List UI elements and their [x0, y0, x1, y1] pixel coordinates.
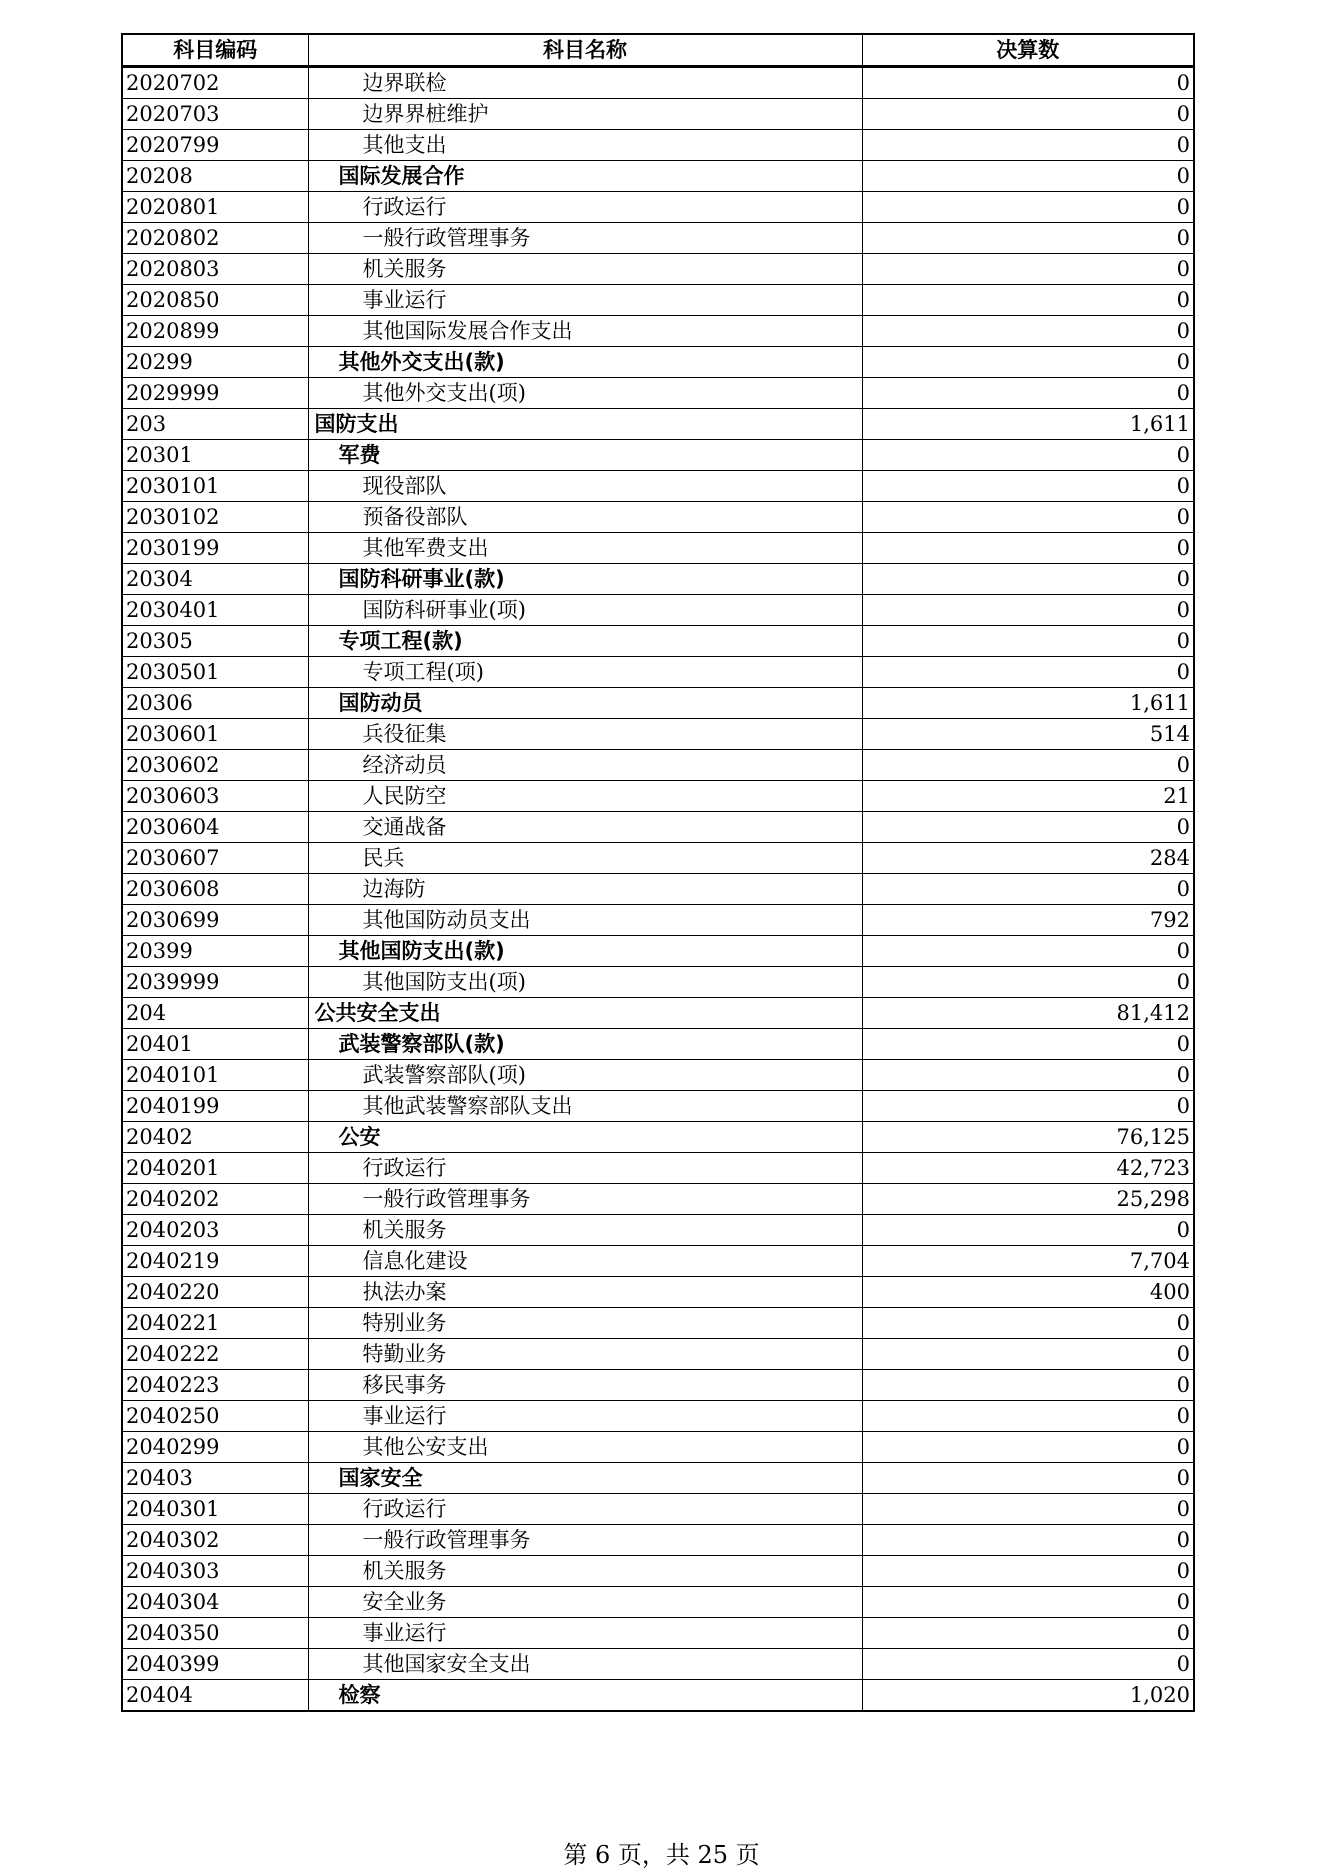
table-row	[122, 1215, 1194, 1246]
row-code: 20301	[122, 440, 308, 471]
row-code: 2020899	[122, 316, 308, 347]
row-code: 20299	[122, 347, 308, 378]
row-code: 2030602	[122, 750, 308, 781]
row-code: 204	[122, 998, 308, 1029]
row-code: 2030699	[122, 905, 308, 936]
row-name: 边界界桩维护	[308, 99, 862, 130]
row-amount: 0	[862, 1308, 1194, 1339]
table-row	[122, 1184, 1194, 1215]
row-amount: 0	[862, 223, 1194, 254]
row-name: 武装警察部队(款)	[308, 1029, 862, 1060]
row-name: 现役部队	[308, 471, 862, 502]
row-name: 检察	[308, 1680, 862, 1712]
table-row	[122, 409, 1194, 440]
row-amount: 0	[862, 750, 1194, 781]
row-code: 2020799	[122, 130, 308, 161]
row-name: 国防支出	[308, 409, 862, 440]
row-code: 2020702	[122, 67, 308, 99]
row-name: 机关服务	[308, 254, 862, 285]
row-code: 2029999	[122, 378, 308, 409]
table-row	[122, 347, 1194, 378]
table-row	[122, 843, 1194, 874]
row-amount: 0	[862, 533, 1194, 564]
table-row	[122, 874, 1194, 905]
row-amount: 0	[862, 1525, 1194, 1556]
row-name: 其他公安支出	[308, 1432, 862, 1463]
row-amount: 0	[862, 1587, 1194, 1618]
row-code: 2040302	[122, 1525, 308, 1556]
row-amount: 0	[862, 1494, 1194, 1525]
table-row	[122, 812, 1194, 843]
row-name: 事业运行	[308, 285, 862, 316]
row-code: 20399	[122, 936, 308, 967]
row-code: 2040350	[122, 1618, 308, 1649]
row-name: 安全业务	[308, 1587, 862, 1618]
row-amount: 0	[862, 626, 1194, 657]
row-name: 其他国防动员支出	[308, 905, 862, 936]
table-row	[122, 595, 1194, 626]
row-amount: 0	[862, 1370, 1194, 1401]
row-amount: 0	[862, 161, 1194, 192]
row-code: 2040101	[122, 1060, 308, 1091]
table-row	[122, 998, 1194, 1029]
row-amount: 0	[862, 502, 1194, 533]
page-footer: 第 6 页，共 25 页	[563, 1841, 760, 1869]
row-amount: 0	[862, 1432, 1194, 1463]
table-row	[122, 1587, 1194, 1618]
row-code: 2030601	[122, 719, 308, 750]
row-name: 边海防	[308, 874, 862, 905]
header-amount: 决算数	[862, 34, 1194, 67]
table-row	[122, 316, 1194, 347]
row-name: 国防科研事业(项)	[308, 595, 862, 626]
row-name: 其他国防支出(款)	[308, 936, 862, 967]
row-code: 2030608	[122, 874, 308, 905]
table-row	[122, 1525, 1194, 1556]
row-name: 专项工程(款)	[308, 626, 862, 657]
row-name: 其他武装警察部队支出	[308, 1091, 862, 1122]
header-name: 科目名称	[308, 34, 862, 67]
row-amount: 0	[862, 378, 1194, 409]
row-code: 20404	[122, 1680, 308, 1712]
row-name: 机关服务	[308, 1215, 862, 1246]
row-amount: 0	[862, 67, 1194, 99]
table-row	[122, 564, 1194, 595]
row-name: 经济动员	[308, 750, 862, 781]
row-name: 信息化建设	[308, 1246, 862, 1277]
table-row	[122, 502, 1194, 533]
table-row	[122, 1680, 1194, 1712]
row-code: 20208	[122, 161, 308, 192]
row-name: 其他军费支出	[308, 533, 862, 564]
row-name: 边界联检	[308, 67, 862, 99]
row-name: 国家安全	[308, 1463, 862, 1494]
row-code: 2040304	[122, 1587, 308, 1618]
row-code: 2030102	[122, 502, 308, 533]
row-name: 一般行政管理事务	[308, 223, 862, 254]
row-name: 民兵	[308, 843, 862, 874]
row-code: 20402	[122, 1122, 308, 1153]
row-code: 2020802	[122, 223, 308, 254]
table-row	[122, 688, 1194, 719]
row-code: 2030604	[122, 812, 308, 843]
row-code: 20304	[122, 564, 308, 595]
row-code: 2020801	[122, 192, 308, 223]
table-row	[122, 1277, 1194, 1308]
row-code: 2030401	[122, 595, 308, 626]
table-row	[122, 440, 1194, 471]
row-code: 20306	[122, 688, 308, 719]
row-amount: 0	[862, 1463, 1194, 1494]
table-row	[122, 1649, 1194, 1680]
row-amount: 792	[862, 905, 1194, 936]
row-name: 其他国家安全支出	[308, 1649, 862, 1680]
row-name: 行政运行	[308, 1153, 862, 1184]
row-name: 执法办案	[308, 1277, 862, 1308]
table-body	[122, 67, 1194, 1712]
table-row	[122, 223, 1194, 254]
row-name: 国防科研事业(款)	[308, 564, 862, 595]
row-amount: 284	[862, 843, 1194, 874]
row-code: 2040202	[122, 1184, 308, 1215]
row-code: 2040250	[122, 1401, 308, 1432]
table-row	[122, 1556, 1194, 1587]
table-row	[122, 905, 1194, 936]
row-name: 特别业务	[308, 1308, 862, 1339]
row-amount: 21	[862, 781, 1194, 812]
row-amount: 0	[862, 1401, 1194, 1432]
row-amount: 0	[862, 99, 1194, 130]
table-row	[122, 1029, 1194, 1060]
table-row	[122, 1308, 1194, 1339]
row-code: 20401	[122, 1029, 308, 1060]
row-code: 2040220	[122, 1277, 308, 1308]
row-amount: 0	[862, 192, 1194, 223]
table-row	[122, 533, 1194, 564]
row-amount: 0	[862, 564, 1194, 595]
row-amount: 0	[862, 936, 1194, 967]
row-amount: 0	[862, 1618, 1194, 1649]
row-amount: 0	[862, 254, 1194, 285]
table-row	[122, 99, 1194, 130]
row-code: 2030501	[122, 657, 308, 688]
table-row	[122, 1122, 1194, 1153]
table-row	[122, 1246, 1194, 1277]
row-code: 20305	[122, 626, 308, 657]
row-name: 专项工程(项)	[308, 657, 862, 688]
row-amount: 0	[862, 285, 1194, 316]
row-code: 2040301	[122, 1494, 308, 1525]
row-amount: 1,611	[862, 688, 1194, 719]
row-code: 2040203	[122, 1215, 308, 1246]
row-name: 公共安全支出	[308, 998, 862, 1029]
row-amount: 0	[862, 1649, 1194, 1680]
row-amount: 0	[862, 316, 1194, 347]
row-name: 行政运行	[308, 1494, 862, 1525]
row-amount: 0	[862, 1060, 1194, 1091]
table-row	[122, 285, 1194, 316]
table-row	[122, 936, 1194, 967]
row-amount: 0	[862, 1029, 1194, 1060]
row-name: 交通战备	[308, 812, 862, 843]
header-code: 科目编码	[122, 34, 308, 67]
row-name: 兵役征集	[308, 719, 862, 750]
row-code: 2040299	[122, 1432, 308, 1463]
row-name: 一般行政管理事务	[308, 1184, 862, 1215]
row-amount: 0	[862, 1556, 1194, 1587]
table-row	[122, 67, 1194, 99]
row-amount: 1,020	[862, 1680, 1194, 1712]
table-row	[122, 1339, 1194, 1370]
row-name: 国际发展合作	[308, 161, 862, 192]
row-amount: 0	[862, 657, 1194, 688]
row-amount: 1,611	[862, 409, 1194, 440]
table-row	[122, 1153, 1194, 1184]
row-name: 机关服务	[308, 1556, 862, 1587]
row-amount: 0	[862, 595, 1194, 626]
row-amount: 0	[862, 347, 1194, 378]
table-row	[122, 967, 1194, 998]
row-amount: 514	[862, 719, 1194, 750]
row-name: 其他国防支出(项)	[308, 967, 862, 998]
row-code: 2039999	[122, 967, 308, 998]
row-code: 2020850	[122, 285, 308, 316]
row-name: 武装警察部队(项)	[308, 1060, 862, 1091]
row-amount: 0	[862, 440, 1194, 471]
row-code: 20403	[122, 1463, 308, 1494]
row-code: 2040221	[122, 1308, 308, 1339]
row-amount: 0	[862, 1091, 1194, 1122]
table-row	[122, 1060, 1194, 1091]
row-name: 国防动员	[308, 688, 862, 719]
row-name: 军费	[308, 440, 862, 471]
header-row	[122, 34, 1194, 67]
row-name: 其他支出	[308, 130, 862, 161]
row-code: 2020703	[122, 99, 308, 130]
row-amount: 0	[862, 874, 1194, 905]
row-code: 2030199	[122, 533, 308, 564]
row-code: 2040219	[122, 1246, 308, 1277]
row-code: 2040199	[122, 1091, 308, 1122]
row-amount: 0	[862, 130, 1194, 161]
table-row	[122, 1401, 1194, 1432]
row-name: 特勤业务	[308, 1339, 862, 1370]
row-code: 2020803	[122, 254, 308, 285]
table-row	[122, 781, 1194, 812]
table-row	[122, 657, 1194, 688]
table-row	[122, 1463, 1194, 1494]
table-row	[122, 719, 1194, 750]
row-amount: 0	[862, 1215, 1194, 1246]
table-row	[122, 626, 1194, 657]
row-code: 203	[122, 409, 308, 440]
row-amount: 0	[862, 1339, 1194, 1370]
row-name: 人民防空	[308, 781, 862, 812]
row-code: 2040303	[122, 1556, 308, 1587]
row-amount: 400	[862, 1277, 1194, 1308]
row-amount: 7,704	[862, 1246, 1194, 1277]
row-name: 公安	[308, 1122, 862, 1153]
row-code: 2040399	[122, 1649, 308, 1680]
row-amount: 0	[862, 471, 1194, 502]
row-amount: 42,723	[862, 1153, 1194, 1184]
row-name: 其他外交支出(款)	[308, 347, 862, 378]
table-row	[122, 750, 1194, 781]
row-amount: 81,412	[862, 998, 1194, 1029]
table-row	[122, 1618, 1194, 1649]
row-code: 2030603	[122, 781, 308, 812]
table-row	[122, 378, 1194, 409]
row-name: 其他国际发展合作支出	[308, 316, 862, 347]
row-amount: 0	[862, 812, 1194, 843]
table-row	[122, 161, 1194, 192]
table-row	[122, 192, 1194, 223]
table-row	[122, 130, 1194, 161]
table-row	[122, 471, 1194, 502]
table-row	[122, 1494, 1194, 1525]
row-name: 预备役部队	[308, 502, 862, 533]
table-row	[122, 1432, 1194, 1463]
table-header	[122, 34, 1194, 67]
row-name: 行政运行	[308, 192, 862, 223]
row-name: 移民事务	[308, 1370, 862, 1401]
table-row	[122, 1091, 1194, 1122]
row-name: 其他外交支出(项)	[308, 378, 862, 409]
row-code: 2030101	[122, 471, 308, 502]
row-code: 2040223	[122, 1370, 308, 1401]
budget-table	[121, 33, 1195, 1712]
row-name: 事业运行	[308, 1618, 862, 1649]
table-row	[122, 1370, 1194, 1401]
row-code: 2040201	[122, 1153, 308, 1184]
row-amount: 0	[862, 967, 1194, 998]
table-row	[122, 254, 1194, 285]
row-amount: 76,125	[862, 1122, 1194, 1153]
row-code: 2040222	[122, 1339, 308, 1370]
row-code: 2030607	[122, 843, 308, 874]
row-amount: 25,298	[862, 1184, 1194, 1215]
row-name: 一般行政管理事务	[308, 1525, 862, 1556]
row-name: 事业运行	[308, 1401, 862, 1432]
